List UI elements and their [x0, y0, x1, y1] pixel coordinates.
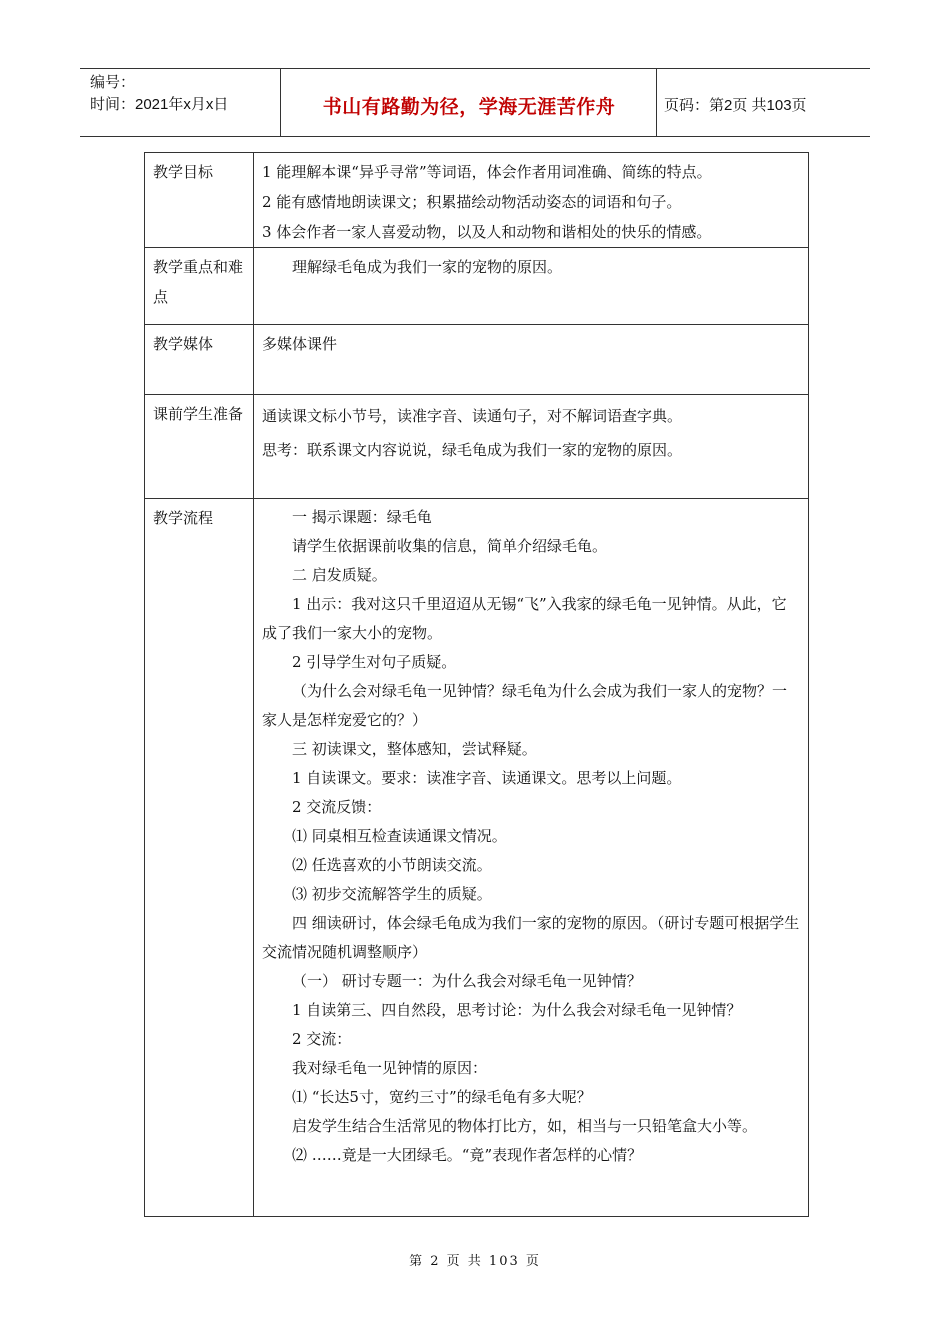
table-row — [145, 395, 809, 499]
header-bottom-rule — [80, 136, 870, 137]
row-label: 教学媒体 — [145, 325, 254, 395]
row-content — [254, 153, 809, 248]
process-line: 2 交流反馈： — [292, 798, 382, 816]
header-divider-left — [280, 68, 281, 136]
document-number-label: 编号： — [90, 74, 136, 91]
process-line: ⑵ ……竟是一大团绿毛。“竟”表现作者怎样的心情？ — [292, 1146, 643, 1164]
process-line: 二 启发质疑。 — [292, 566, 387, 584]
process-line: （为什么会对绿毛龟一见钟情？绿毛龟为什么会成为我们一家人的宠物？一家人是怎样宠爱它的？） — [262, 682, 788, 729]
process-line: ⑴ 同桌相互检查读通课文情况。 — [292, 827, 507, 845]
process-line: 一 揭示课题：绿毛龟 — [292, 508, 432, 526]
table-row — [145, 499, 809, 1217]
header-meta — [90, 72, 228, 116]
row-content — [254, 325, 809, 395]
row-label: 教学重点和难点 — [145, 248, 254, 325]
row-content — [254, 499, 809, 1217]
process-line: 我对绿毛龟一见钟情的原因： — [292, 1059, 488, 1077]
focus-line: 理解绿毛龟成为我们一家的宠物的原因。 — [292, 258, 563, 276]
table-row — [145, 325, 809, 395]
header-motto: 书山有路勤为径，学海无涯苦作舟 — [322, 96, 616, 118]
process-line: 2 引导学生对句子质疑。 — [292, 653, 457, 671]
table-row — [145, 153, 809, 248]
process-line: ⑴ “长达5寸，宽约三寸”的绿毛龟有多大呢？ — [292, 1088, 592, 1106]
process-line: （一） 研讨专题一：为什么我会对绿毛龟一见钟情？ — [292, 972, 642, 990]
process-line: ⑶ 初步交流解答学生的质疑。 — [292, 885, 492, 903]
objective-line: 3 体会作者一家人喜爱动物，以及人和动物和谐相处的快乐的情感。 — [262, 223, 712, 241]
objective-line: 2 能有感情地朗读课文；积累描绘动物活动姿态的词语和句子。 — [262, 193, 682, 211]
table-row — [145, 248, 809, 325]
objective-line: 1 能理解本课“异乎寻常”等词语，体会作者用词准确、简练的特点。 — [262, 163, 712, 181]
row-label: 课前学生准备 — [145, 395, 254, 499]
process-line: 1 自读课文。要求：读准字音、读通课文。思考以上问题。 — [292, 769, 682, 787]
row-content — [254, 395, 809, 499]
document-date-label: 时间：2021年x月x日 — [90, 96, 229, 113]
header-divider-right — [656, 68, 657, 136]
row-label: 教学流程 — [145, 499, 254, 1217]
page-footer: 第 2 页 共 103 页 — [409, 1254, 541, 1269]
preparation-line: 通读课文标小节号，读准字音、读通句子，对不解词语查字典。 — [262, 407, 683, 425]
header-top-rule — [80, 68, 870, 69]
process-line: 1 出示：我对这只千里迢迢从无锡“飞”入我家的绿毛龟一见钟情。从此，它成了我们一家大小的宠物。 — [262, 595, 787, 642]
process-line: 四 细读研讨，体会绿毛龟成为我们一家的宠物的原因。（研讨专题可根据学生交流情况随机调整顺序） — [262, 914, 800, 961]
row-label: 教学目标 — [145, 153, 254, 248]
row-content — [254, 248, 809, 325]
preparation-line: 思考：联系课文内容说说，绿毛龟成为我们一家的宠物的原因。 — [262, 441, 683, 459]
process-line: 三 初读课文，整体感知，尝试释疑。 — [292, 740, 537, 758]
header-page-number: 页码：第2页 共103页 — [664, 97, 807, 114]
process-line: 请学生依据课前收集的信息，简单介绍绿毛龟。 — [292, 537, 608, 555]
media-line: 多媒体课件 — [262, 335, 338, 353]
lesson-plan-table — [144, 152, 809, 1217]
process-line: ⑵ 任选喜欢的小节朗读交流。 — [292, 856, 492, 874]
process-line: 1 自读第三、四自然段，思考讨论：为什么我会对绿毛龟一见钟情？ — [292, 1001, 742, 1019]
process-line: 2 交流： — [292, 1030, 352, 1048]
process-line: 启发学生结合生活常见的物体打比方，如，相当与一只铅笔盒大小等。 — [292, 1117, 758, 1135]
